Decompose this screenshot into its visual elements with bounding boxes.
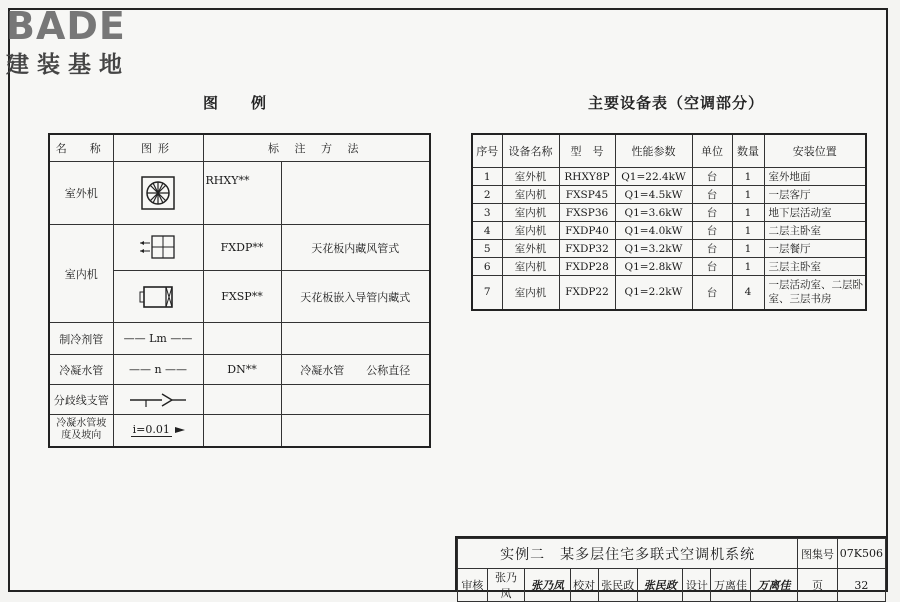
legend-outdoor-name: 室外机 [49, 162, 113, 225]
table-row: 6 室内机 FXDP28 Q1=2.8kW 台 1 三层主卧室 [472, 258, 866, 276]
legend-outdoor-desc [281, 162, 430, 225]
legend-refrig-symbol: —— Lm —— [113, 323, 203, 355]
equip-header-params: 性能参数 [615, 134, 692, 168]
slope-arrow-icon [175, 427, 185, 433]
design-signature: 万离佳 [750, 569, 797, 602]
table-row: 2 室内机 FXSP45 Q1=4.5kW 台 1 一层客厅 [472, 186, 866, 204]
legend-header-name: 名 称 [49, 134, 113, 162]
outdoor-unit-icon [141, 176, 175, 210]
logo-subtitle: 建装基地 [6, 52, 130, 78]
legend-slope-name: 冷凝水管坡度及坡向 [49, 415, 113, 447]
legend-indoor-name: 室内机 [49, 225, 113, 323]
ceiling-duct-unit-icon [138, 233, 178, 263]
legend-slope-symbol [113, 415, 203, 447]
drawing-title: 实例二 某多层住宅多联式空调机系统 [458, 539, 798, 569]
check-signature: 张民政 [638, 569, 683, 602]
legend-heading: 图 例 [203, 94, 268, 112]
legend-outdoor-symbol [113, 162, 203, 225]
check-label: 校对 [570, 569, 598, 602]
atlas-label: 图集号 [798, 539, 838, 569]
legend-header-symbol: 图形 [113, 134, 203, 162]
legend-cond-code: DN** [203, 355, 281, 385]
equip-header-unit: 单位 [692, 134, 732, 168]
equip-header-no: 序号 [472, 134, 502, 168]
equip-header-location: 安装位置 [764, 134, 866, 168]
review-label: 审核 [458, 569, 488, 602]
legend-branch-symbol [113, 385, 203, 415]
equipment-table [471, 133, 867, 311]
legend-table [48, 133, 431, 448]
table-row: 4 室内机 FXDP40 Q1=4.0kW 台 1 二层主卧室 [472, 222, 866, 240]
page-number: 32 [837, 569, 885, 602]
title-block [455, 536, 888, 600]
legend-indoor1-symbol [113, 225, 203, 271]
branch-pipe-icon [126, 391, 190, 409]
legend-cond-symbol: —— n —— [113, 355, 203, 385]
review-signature: 张乃凤 [525, 569, 570, 602]
page-label: 页 [798, 569, 838, 602]
equip-header-model: 型 号 [559, 134, 615, 168]
equip-header-qty: 数量 [732, 134, 764, 168]
legend-branch-name: 分歧线支管 [49, 385, 113, 415]
legend-indoor2-code: FXSP** [203, 271, 281, 323]
atlas-number: 07K506 [837, 539, 885, 569]
legend-indoor1-desc: 天花板内藏风管式 [281, 225, 430, 271]
logo [6, 4, 176, 84]
legend-indoor1-code: FXDP** [203, 225, 281, 271]
legend-cond-desc: 冷凝水管 公称直径 [281, 355, 430, 385]
ceiling-cassette-unit-icon [138, 282, 178, 312]
review-name: 张乃凤 [487, 569, 525, 602]
design-label: 设计 [683, 569, 711, 602]
legend-refrig-name: 制冷剂管 [49, 323, 113, 355]
legend-indoor2-symbol [113, 271, 203, 323]
legend-indoor2-desc: 天花板嵌入导管内藏式 [281, 271, 430, 323]
design-name: 万离佳 [711, 569, 751, 602]
table-row: 5 室外机 FXDP32 Q1=3.2kW 台 1 一层餐厅 [472, 240, 866, 258]
legend-header-method: 标 注 方 法 [203, 134, 430, 162]
equip-header-name: 设备名称 [502, 134, 559, 168]
equipment-heading: 主要设备表（空调部分） [588, 94, 765, 112]
table-row: 7 室内机 FXDP22 Q1=2.2kW 台 4 一层活动室、二层卧室、三层书房 [472, 276, 866, 310]
legend-cond-name: 冷凝水管 [49, 355, 113, 385]
logo-brand: BADE [6, 4, 126, 48]
slope-label: i=0.01 [132, 423, 170, 437]
check-name: 张民政 [598, 569, 638, 602]
table-row: 1 室外机 RHXY8P Q1=22.4kW 台 1 室外地面 [472, 168, 866, 186]
legend-outdoor-code: RHXY** [203, 162, 281, 225]
table-row: 3 室内机 FXSP36 Q1=3.6kW 台 1 地下层活动室 [472, 204, 866, 222]
